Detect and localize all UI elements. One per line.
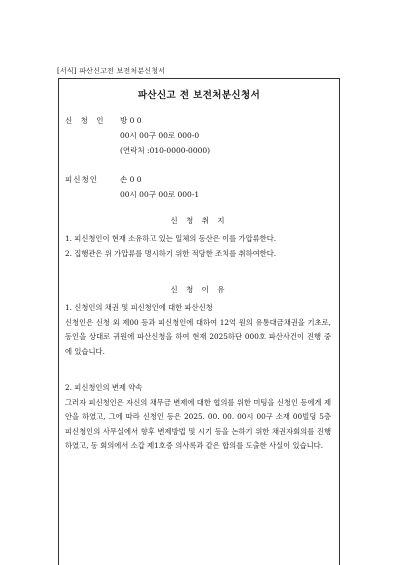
reason-section-1 xyxy=(65,301,331,359)
applicant-block xyxy=(65,113,325,159)
respondent-role-label: 피신청인 xyxy=(65,175,98,184)
document-frame xyxy=(58,78,340,565)
purpose-list xyxy=(65,232,331,261)
purpose-item-1: 1. 피신청인이 현재 소유하고 있는 일체의 동산은 이를 가압류한다. xyxy=(65,234,277,243)
applicant-address: 00시 00구 00로 000-0 xyxy=(120,131,200,140)
reason-section-2-title: 2. 피신청인의 변제 약속 xyxy=(65,383,143,392)
purpose-item-2: 2. 집행관은 위 가압류를 명시하기 위한 적당한 조치를 취하여한다. xyxy=(65,248,277,258)
applicant-contact: (연락처 :010-0000-0000) xyxy=(120,146,211,155)
reason-section-2 xyxy=(65,381,331,454)
form-label: [서식] 파산신고전 보전처분신청서 xyxy=(57,67,166,75)
reason-section-1-body: 신청인은 신청 외 제00 등과 피신청인에 대하여 12억 원의 유통대금채권을 기초로, 동인을 상대로 귀원에 파산신청을 하여 현재 2025하단 000호 파산사건이 진행 중에 있습니다. xyxy=(65,317,331,356)
reasons-heading: 신 청 이 유 xyxy=(170,285,228,294)
applicant-name: 방 0 0 xyxy=(120,116,142,125)
respondent-block xyxy=(65,172,325,204)
respondent-address: 00시 00구 00로 000-1 xyxy=(120,190,200,199)
reason-section-2-body: 그러자 피신청인은 자신의 채무금 변제에 대한 협의를 위한 미팅을 신청인 등에게 제안을 하였고, 그에 따라 신청인 등은 2025. 00. 00. 00시 00구 소재 00빌딩 5층 피신청인의 사무실에서 향후 변제방법 및 시기 등을 논하기 위한 채권자회의를 진행하였고, 동 회의에서 소갑 제1호증 의사록과 같은 합의를 도출한 사실이 있습니다. xyxy=(65,397,331,450)
document-title: 파산신고 전 보전처분신청서 xyxy=(137,90,261,101)
purpose-heading: 신 청 취 지 xyxy=(170,216,228,225)
respondent-name: 손 0 0 xyxy=(120,175,142,184)
applicant-role-label: 신 청 인 xyxy=(65,116,107,125)
reason-section-1-title: 1. 신청인의 채권 및 피신청인에 대한 파산신청 xyxy=(65,303,213,312)
